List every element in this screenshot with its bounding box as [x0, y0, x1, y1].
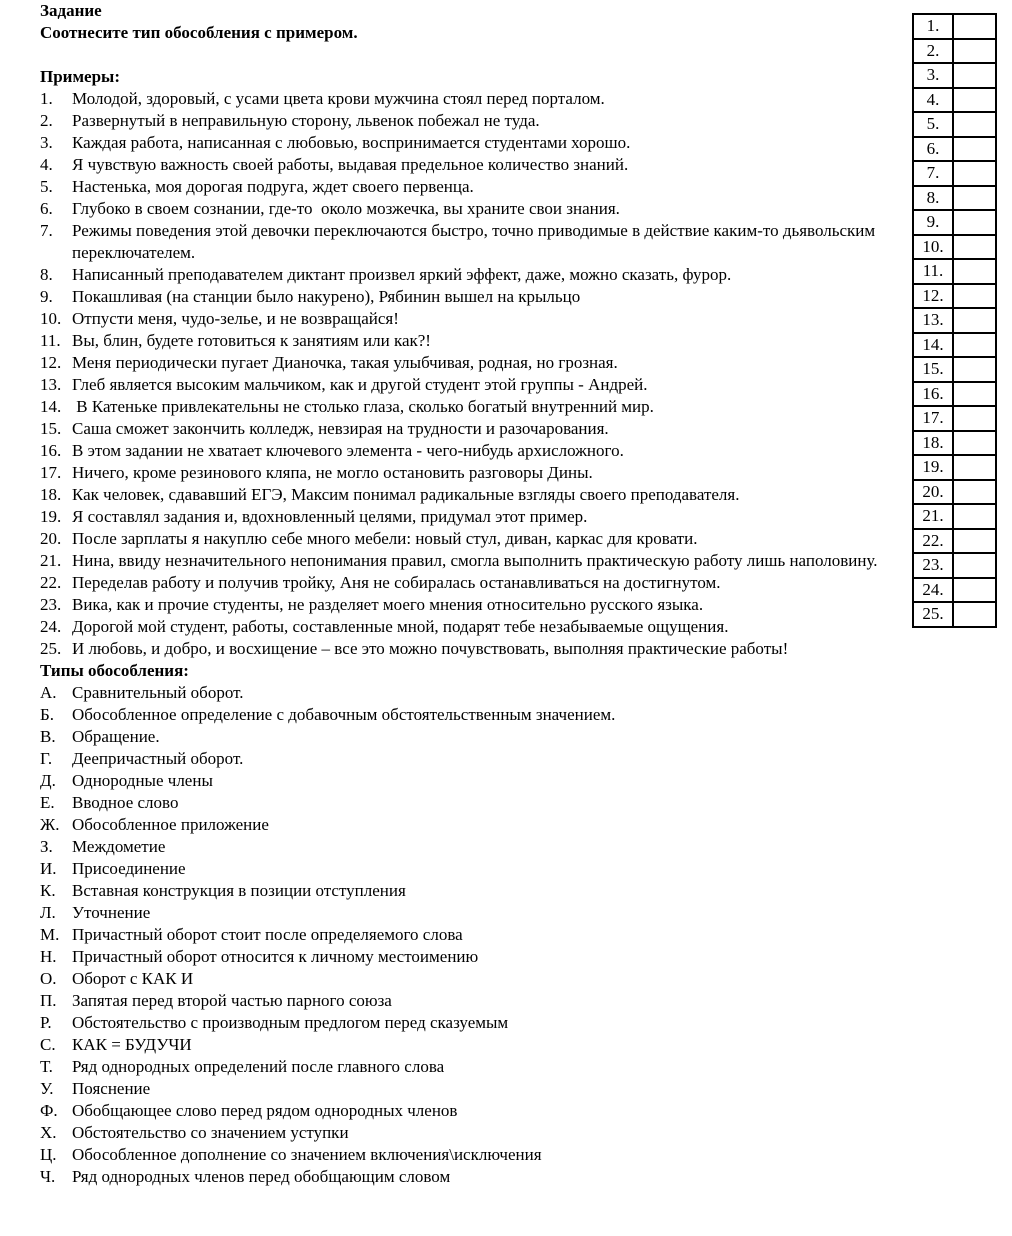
type-item-marker: Ж.: [40, 815, 60, 834]
answer-row-number: 10.: [913, 235, 953, 260]
answer-cell[interactable]: [953, 186, 996, 211]
example-item-text: Нина, ввиду незначительного непонимания правил, смогла выполнить практическую работу лишь наполовину.: [72, 551, 878, 570]
answer-cell[interactable]: [953, 235, 996, 260]
example-item-text: Отпусти меня, чудо-зелье, и не возвращайся!: [72, 309, 399, 328]
example-item: [40, 264, 892, 286]
answer-table-row: [913, 210, 996, 235]
answer-table: [912, 13, 997, 628]
type-item: [40, 880, 892, 902]
answer-row-number: 22.: [913, 529, 953, 554]
type-item-marker: К.: [40, 881, 56, 900]
answer-table-row: [913, 63, 996, 88]
answer-row-number: 7.: [913, 161, 953, 186]
example-item: [40, 132, 892, 154]
type-item-marker: Г.: [40, 749, 53, 768]
example-item: [40, 110, 892, 132]
content-column: [40, 0, 892, 1188]
example-item: [40, 330, 892, 352]
example-item-text: Я чувствую важность своей работы, выдавая предельное количество знаний.: [72, 155, 629, 174]
example-item-text: Глеб является высоким мальчиком, как и другой студент этой группы - Андрей.: [72, 375, 648, 394]
example-item-text: Как человек, сдававший ЕГЭ, Максим понимал радикальные взгляды своего преподавателя.: [72, 485, 740, 504]
example-item-marker: 19.: [40, 507, 62, 526]
answer-cell[interactable]: [953, 455, 996, 480]
answer-table-row: [913, 112, 996, 137]
task-instruction: Соотнесите тип обособления с примером.: [40, 23, 358, 42]
answer-cell[interactable]: [953, 382, 996, 407]
example-item-marker: 6.: [40, 199, 53, 218]
example-item-marker: 13.: [40, 375, 62, 394]
example-item-marker: 7.: [40, 221, 53, 240]
type-item: [40, 1012, 892, 1034]
type-item-text: КАК = БУДУЧИ: [72, 1035, 192, 1054]
example-item-marker: 22.: [40, 573, 62, 592]
example-item-marker: 14.: [40, 397, 62, 416]
answer-row-number: 2.: [913, 39, 953, 64]
example-item-text: Меня периодически пугает Дианочка, такая улыбчивая, родная, но грозная.: [72, 353, 618, 372]
example-item: [40, 528, 892, 550]
answer-row-number: 17.: [913, 406, 953, 431]
type-item: [40, 1144, 892, 1166]
example-item: [40, 154, 892, 176]
answer-table-row: [913, 333, 996, 358]
answer-row-number: 9.: [913, 210, 953, 235]
example-item: [40, 572, 892, 594]
answer-row-number: 24.: [913, 578, 953, 603]
type-item-text: Однородные члены: [72, 771, 213, 790]
answer-table-row: [913, 308, 996, 333]
example-item-text: Режимы поведения этой девочки переключаются быстро, точно приводимые в действие каким-то дьявольским переключателем.: [72, 221, 880, 262]
example-item-text: Настенька, моя дорогая подруга, ждет своего первенца.: [72, 177, 474, 196]
answer-table-row: [913, 504, 996, 529]
answer-row-number: 12.: [913, 284, 953, 309]
example-item-marker: 9.: [40, 287, 53, 306]
type-item-marker: С.: [40, 1035, 56, 1054]
answer-row-number: 21.: [913, 504, 953, 529]
answer-table-row: [913, 578, 996, 603]
answer-cell[interactable]: [953, 284, 996, 309]
type-item-marker: Н.: [40, 947, 57, 966]
answer-table-row: [913, 39, 996, 64]
answer-cell[interactable]: [953, 14, 996, 39]
answer-table-row: [913, 161, 996, 186]
answer-table-row: [913, 137, 996, 162]
answer-table-row: [913, 455, 996, 480]
type-item-marker: З.: [40, 837, 53, 856]
type-item: [40, 1034, 892, 1056]
answer-cell[interactable]: [953, 480, 996, 505]
type-item-marker: Б.: [40, 705, 55, 724]
answer-table-row: [913, 259, 996, 284]
type-item-text: Обращение.: [72, 727, 160, 746]
answer-cell[interactable]: [953, 137, 996, 162]
example-item-marker: 16.: [40, 441, 62, 460]
answer-row-number: 3.: [913, 63, 953, 88]
answer-table-row: [913, 14, 996, 39]
example-item-text: В этом задании не хватает ключевого элемента - чего-нибудь архисложного.: [72, 441, 624, 460]
type-item-marker: Е.: [40, 793, 55, 812]
answer-cell[interactable]: [953, 406, 996, 431]
answer-row-number: 18.: [913, 431, 953, 456]
example-item-marker: 2.: [40, 111, 53, 130]
answer-cell[interactable]: [953, 357, 996, 382]
type-item: [40, 924, 892, 946]
answer-cell[interactable]: [953, 431, 996, 456]
example-item-marker: 15.: [40, 419, 62, 438]
type-item-marker: Ф.: [40, 1101, 58, 1120]
answer-row-number: 1.: [913, 14, 953, 39]
example-item-text: Каждая работа, написанная с любовью, воспринимается студентами хорошо.: [72, 133, 631, 152]
example-item-marker: 24.: [40, 617, 62, 636]
type-item-text: Сравнительный оборот.: [72, 683, 244, 702]
answer-cell[interactable]: [953, 578, 996, 603]
example-item-text: И любовь, и добро, и восхищение – все это можно почувствовать, выполняя практические работы!: [72, 639, 789, 658]
example-item-text: Дорогой мой студент, работы, составленные мной, подарят тебе незабываемые ощущения.: [72, 617, 729, 636]
example-item-marker: 21.: [40, 551, 62, 570]
answer-row-number: 13.: [913, 308, 953, 333]
answer-table-row: [913, 529, 996, 554]
type-item-text: Запятая перед второй частью парного союза: [72, 991, 392, 1010]
example-item-marker: 1.: [40, 89, 53, 108]
example-item-text: Молодой, здоровый, с усами цвета крови мужчина стоял перед порталом.: [72, 89, 605, 108]
example-item: [40, 176, 892, 198]
type-item: [40, 704, 892, 726]
answer-cell[interactable]: [953, 553, 996, 578]
example-item: [40, 616, 892, 638]
types-list: [40, 682, 892, 1188]
example-item: [40, 88, 892, 110]
type-item-text: Вводное слово: [72, 793, 179, 812]
example-item: [40, 396, 892, 418]
type-item-marker: Ц.: [40, 1145, 57, 1164]
example-item-marker: 4.: [40, 155, 53, 174]
type-item-text: Обособленное определение с добавочным обстоятельственным значением.: [72, 705, 616, 724]
answer-cell[interactable]: [953, 210, 996, 235]
answer-table-row: [913, 186, 996, 211]
type-item: [40, 814, 892, 836]
answer-cell[interactable]: [953, 333, 996, 358]
answer-table-row: [913, 602, 996, 627]
example-item-text: Написанный преподавателем диктант произвел яркий эффект, даже, можно сказать, фурор.: [72, 265, 732, 284]
example-item-marker: 11.: [40, 331, 61, 350]
answer-row-number: 11.: [913, 259, 953, 284]
type-item-marker: Х.: [40, 1123, 57, 1142]
type-item: [40, 902, 892, 924]
type-item-marker: Л.: [40, 903, 56, 922]
answer-row-number: 4.: [913, 88, 953, 113]
answer-cell[interactable]: [953, 39, 996, 64]
type-item: [40, 1100, 892, 1122]
example-item: [40, 638, 892, 660]
answer-table-row: [913, 88, 996, 113]
example-item: [40, 374, 892, 396]
answer-table-row: [913, 431, 996, 456]
answer-row-number: 23.: [913, 553, 953, 578]
type-item-text: Обособленное дополнение со значением включения\исключения: [72, 1145, 542, 1164]
example-item-marker: 3.: [40, 133, 53, 152]
example-item-text: Вика, как и прочие студенты, не разделяет моего мнения относительно русского языка.: [72, 595, 704, 614]
answer-cell[interactable]: [953, 529, 996, 554]
type-item: [40, 682, 892, 704]
answer-cell[interactable]: [953, 88, 996, 113]
answer-table-row: [913, 235, 996, 260]
answer-cell[interactable]: [953, 308, 996, 333]
example-item-text: В Катеньке привлекательны не столько глаза, сколько богатый внутренний мир.: [72, 397, 654, 416]
examples-heading: Примеры:: [40, 67, 120, 86]
type-item-text: Обобщающее слово перед рядом однородных членов: [72, 1101, 458, 1120]
answer-table-row: [913, 480, 996, 505]
answer-table-body: [913, 14, 996, 627]
type-item-text: Причастный оборот стоит после определяемого слова: [72, 925, 463, 944]
type-item: [40, 836, 892, 858]
example-item-text: Саша сможет закончить колледж, невзирая на трудности и разочарования.: [72, 419, 609, 438]
type-item-text: Оборот с КАК И: [72, 969, 194, 988]
answer-row-number: 15.: [913, 357, 953, 382]
example-item-text: После зарплаты я накуплю себе много мебели: новый стул, диван, каркас для кровати.: [72, 529, 698, 548]
example-item-marker: 10.: [40, 309, 62, 328]
type-item-marker: П.: [40, 991, 57, 1010]
type-item-text: Ряд однородных членов перед обобщающим словом: [72, 1167, 451, 1186]
answer-cell[interactable]: [953, 259, 996, 284]
type-item: [40, 792, 892, 814]
example-item: [40, 220, 892, 264]
example-item-text: Переделав работу и получив тройку, Аня не собиралась останавливаться на достигнутом.: [72, 573, 721, 592]
examples-list: [40, 88, 892, 660]
example-item-text: Вы, блин, будете готовиться к занятиям или как?!: [72, 331, 431, 350]
type-item: [40, 1166, 892, 1188]
answer-cell[interactable]: [953, 504, 996, 529]
type-item: [40, 770, 892, 792]
type-item-marker: М.: [40, 925, 60, 944]
example-item-marker: 8.: [40, 265, 53, 284]
type-item-text: Обособленное приложение: [72, 815, 269, 834]
example-item: [40, 440, 892, 462]
example-item-text: Покашливая (на станции было накурено), Рябинин вышел на крыльцо: [72, 287, 581, 306]
example-item-text: Глубоко в своем сознании, где-то около мозжечка, вы храните свои знания.: [72, 199, 620, 218]
answer-row-number: 8.: [913, 186, 953, 211]
example-item-marker: 5.: [40, 177, 53, 196]
type-item-text: Междометие: [72, 837, 166, 856]
example-item-text: Я составлял задания и, вдохновленный целями, придумал этот пример.: [72, 507, 588, 526]
answer-row-number: 5.: [913, 112, 953, 137]
example-item-text: Ничего, кроме резинового кляпа, не могло остановить разговоры Дины.: [72, 463, 593, 482]
type-item: [40, 990, 892, 1012]
answer-cell[interactable]: [953, 63, 996, 88]
answer-cell[interactable]: [953, 602, 996, 627]
type-item: [40, 748, 892, 770]
type-item: [40, 726, 892, 748]
example-item: [40, 286, 892, 308]
answer-table-row: [913, 406, 996, 431]
example-item-marker: 17.: [40, 463, 62, 482]
answer-table-row: [913, 382, 996, 407]
task-title: Задание: [40, 1, 102, 20]
type-item-marker: А.: [40, 683, 57, 702]
example-item: [40, 506, 892, 528]
type-item-text: Вставная конструкция в позиции отступления: [72, 881, 406, 900]
answer-table-row: [913, 357, 996, 382]
type-item-marker: Т.: [40, 1057, 53, 1076]
example-item: [40, 418, 892, 440]
type-item: [40, 1056, 892, 1078]
blank-line: [40, 44, 892, 66]
type-item-text: Деепричастный оборот.: [72, 749, 244, 768]
type-item-marker: В.: [40, 727, 56, 746]
type-item-text: Присоединение: [72, 859, 186, 878]
example-item: [40, 198, 892, 220]
example-item: [40, 484, 892, 506]
type-item: [40, 1078, 892, 1100]
answer-cell[interactable]: [953, 112, 996, 137]
type-item-text: Причастный оборот относится к личному местоимению: [72, 947, 479, 966]
type-item-text: Уточнение: [72, 903, 151, 922]
type-item: [40, 858, 892, 880]
example-item-marker: 18.: [40, 485, 62, 504]
type-item-text: Ряд однородных определений после главного слова: [72, 1057, 445, 1076]
type-item: [40, 968, 892, 990]
example-item-marker: 23.: [40, 595, 62, 614]
type-item-marker: О.: [40, 969, 57, 988]
answer-cell[interactable]: [953, 161, 996, 186]
example-item: [40, 308, 892, 330]
answer-row-number: 6.: [913, 137, 953, 162]
type-item: [40, 946, 892, 968]
example-item-marker: 20.: [40, 529, 62, 548]
type-item-marker: У.: [40, 1079, 54, 1098]
example-item: [40, 462, 892, 484]
example-item-marker: 12.: [40, 353, 62, 372]
answer-table-row: [913, 284, 996, 309]
type-item-text: Обстоятельство со значением уступки: [72, 1123, 349, 1142]
example-item-marker: 25.: [40, 639, 62, 658]
type-item: [40, 1122, 892, 1144]
type-item-text: Обстоятельство с производным предлогом перед сказуемым: [72, 1013, 509, 1032]
answer-row-number: 25.: [913, 602, 953, 627]
type-item-marker: Д.: [40, 771, 56, 790]
answer-row-number: 19.: [913, 455, 953, 480]
answer-row-number: 16.: [913, 382, 953, 407]
type-item-marker: И.: [40, 859, 57, 878]
example-item: [40, 550, 892, 572]
example-item-text: Развернутый в неправильную сторону, львенок побежал не туда.: [72, 111, 540, 130]
type-item-marker: Ч.: [40, 1167, 56, 1186]
example-item: [40, 352, 892, 374]
answer-row-number: 20.: [913, 480, 953, 505]
answer-row-number: 14.: [913, 333, 953, 358]
example-item: [40, 594, 892, 616]
type-item-marker: Р.: [40, 1013, 52, 1032]
type-item-text: Пояснение: [72, 1079, 151, 1098]
answer-table-row: [913, 553, 996, 578]
types-heading: Типы обособления:: [40, 661, 189, 680]
